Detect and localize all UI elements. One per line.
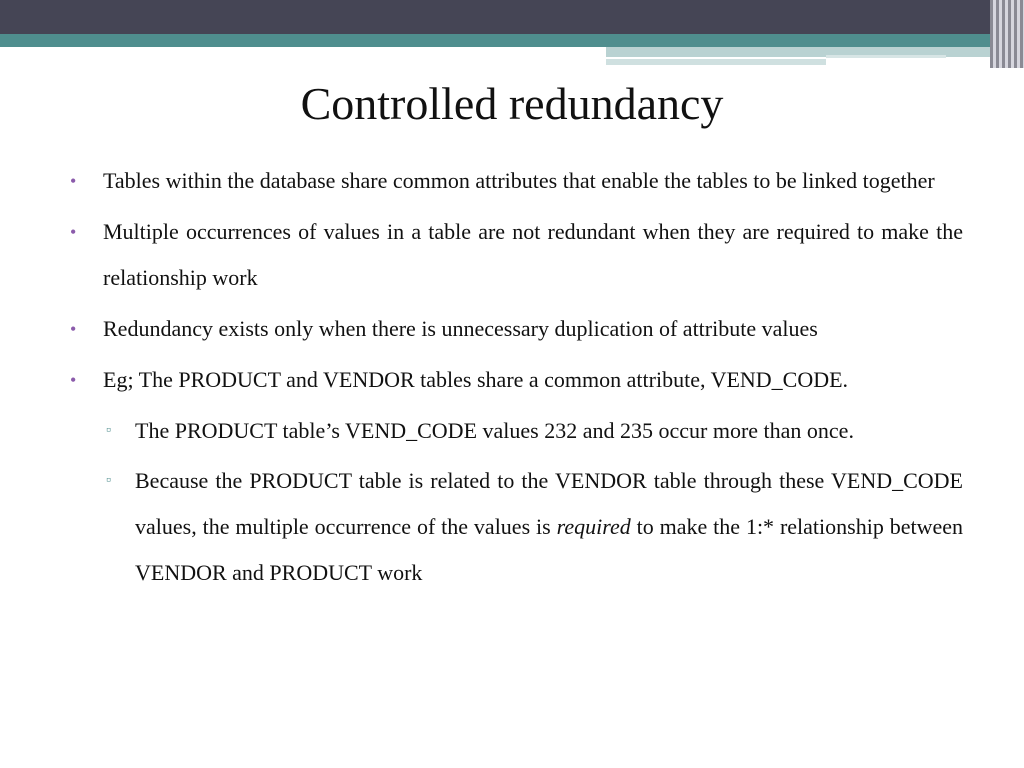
header-accent-line [0,34,1024,47]
header-accent-pale [606,59,826,65]
sub-bullet-item [66,458,963,596]
corner-stripes [990,0,1024,68]
sub-bullet-list [66,408,963,596]
header-bar [0,0,1024,34]
sub-bullet-text: Because the PRODUCT table is related to the VENDOR table through these VEND_CODE values, the multiple occurrence of the values is [135,468,963,539]
bullet-list [66,158,963,403]
sub-bullet-item: ▫ The PRODUCT table’s VEND_CODE values 232 and 235 occur more than once. [66,408,963,454]
header-accent-thin [826,55,946,58]
header-accent-light [606,47,1006,57]
bullet-item: • Tables within the database share common attributes that enable the tables to be linked together [66,158,963,204]
emphasis-text: required [556,514,631,539]
sub-bullet-text: to make the 1:* relationship between VENDOR and PRODUCT work [135,514,964,585]
slide-content [66,158,963,600]
bullet-item: • Multiple occurrences of values in a table are not redundant when they are required to make the relationship work [66,209,963,301]
slide-title: Controlled redundancy [300,78,724,129]
bullet-item: • Eg; The PRODUCT and VENDOR tables share a common attribute, VEND_CODE. [66,357,963,403]
bullet-item: • Redundancy exists only when there is unnecessary duplication of attribute values [66,306,963,352]
